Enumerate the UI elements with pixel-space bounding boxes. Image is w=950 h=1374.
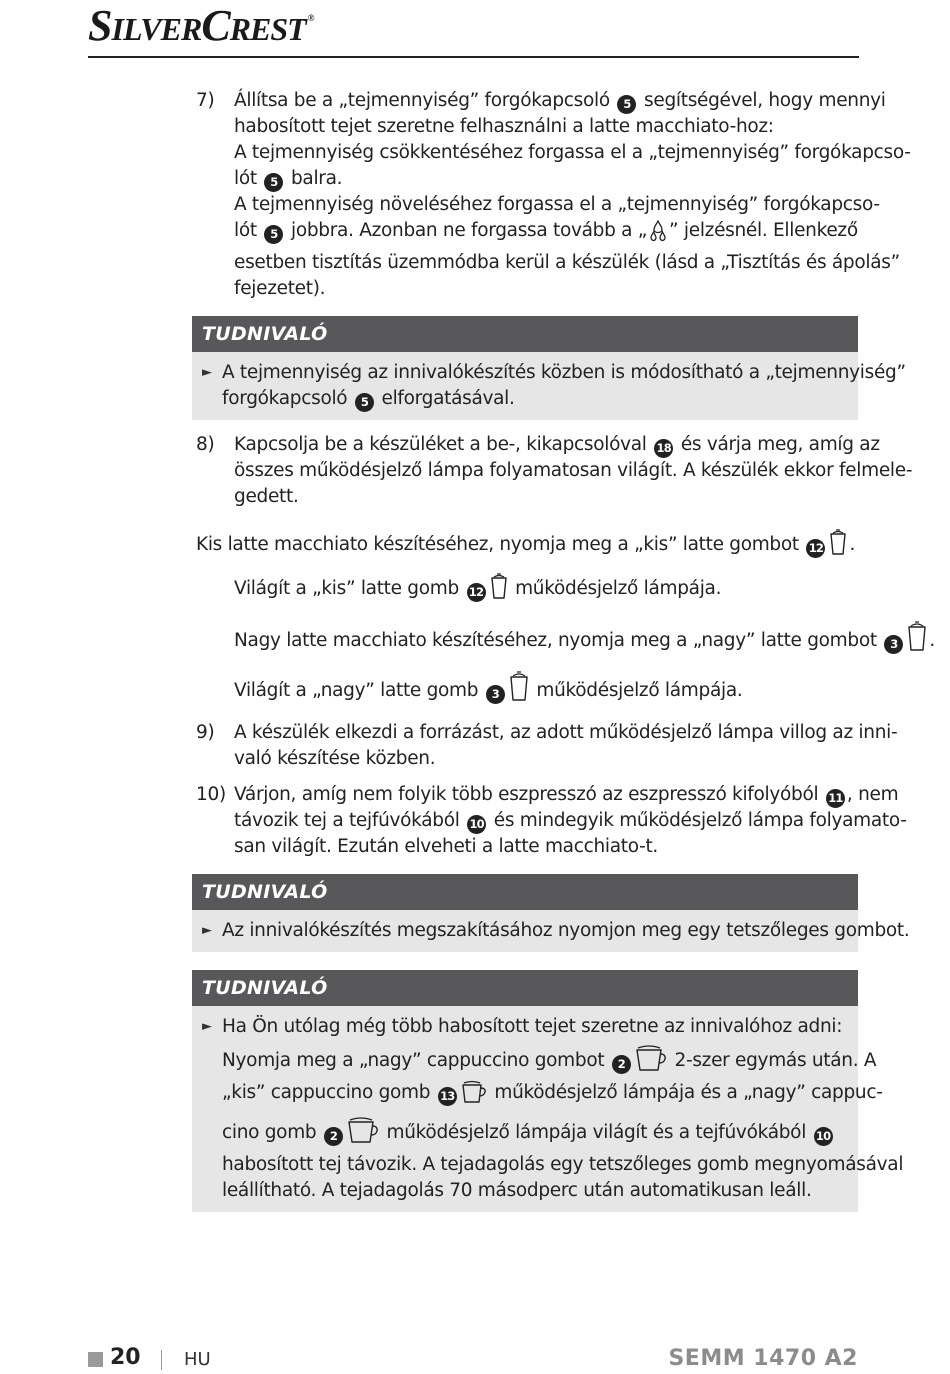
ref-marker: 3	[486, 685, 505, 704]
bullet-arrow-icon: ►	[202, 1019, 212, 1034]
ref-marker: 11	[826, 789, 845, 808]
note-heading: TUDNIVALÓ	[192, 970, 858, 1006]
note-box: TUDNIVALÓ ► Ha Ön utólag még több habosított tejet szeretne az innivalóhoz adni: Nyomja meg a „nagy” cappuccino gombot 2 2-szer egymás után. A „kis” cappuccino gomb 13 működésjelző lámpája és a „nagy” cappuc- cino gomb 2 működésjelző lámpája világít és a tejfúvókából 10 habosított tej távozik. A tejadagolás egy tetszőleges gomb megnyomásával leállítható. A tejadagolás 70 másodperc után automatikusan leáll.	[192, 970, 858, 1212]
small-lamp-line: Világít a „kis” latte gomb 12 működésjelző lámpája.	[196, 572, 858, 608]
cappuccino-cup-icon	[635, 1044, 667, 1080]
ref-marker: 5	[617, 95, 636, 114]
footer-model: SEMM 1470 A2	[668, 1346, 858, 1371]
step-number: 8)	[196, 434, 215, 455]
page-content	[196, 88, 935, 1224]
step-7: 7) Állítsa be a „tejmennyiség” forgókapcsoló 5 segítségével, hogy mennyi habosított tejet szeretne felhasználni a latte macchiato-hoz: A tejmennyiség csökkentéséhez forgassa el a „tejmennyiség” forgókapcso- lót 5 balra. A tejmennyiség növeléséhez forgassa el a „tejmennyiség” forgókapcso- lót 5 jobbra. Azonban ne forgassa tovább a „ ” jelzésnél. Ellenkező esetben tisztítás üzemmódba kerül a készülék (lásd a „Tisztítás és ápolás” fejezetet).	[196, 88, 858, 302]
latte-glass-icon	[509, 670, 529, 710]
big-latte-instruction: Nagy latte macchiato készítéséhez, nyomja meg a „nagy” latte gombot 3 .	[196, 620, 858, 660]
ref-marker: 12	[806, 539, 825, 558]
note-heading: TUDNIVALÓ	[192, 316, 858, 352]
ref-marker: 5	[355, 393, 374, 412]
latte-glass-icon	[907, 620, 927, 660]
ref-marker: 13	[438, 1087, 457, 1106]
footer-square-icon	[88, 1352, 103, 1367]
ref-marker: 2	[612, 1055, 631, 1074]
ref-marker: 10	[814, 1127, 833, 1146]
header-rule	[88, 56, 859, 58]
ref-marker: 5	[264, 225, 283, 244]
ref-marker: 2	[324, 1127, 343, 1146]
step-8: 8) Kapcsolja be a készüléket a be-, kikapcsolóval 18 és várja meg, amíg az összes működésjelző lámpa folyamatosan világít. A készülék ekkor felmele- gedett.	[196, 432, 858, 510]
step-10: 10) Várjon, amíg nem folyik több eszpresszó az eszpresszó kifolyóból 11 , nem távozik tej a tejfúvókából 10 és mindegyik működésjelző lámpa folyamato- san világít. Ezután elveheti a latte macchiato-t.	[196, 782, 858, 860]
big-lamp-line: Világít a „nagy” latte gomb 3 működésjelző lámpája.	[196, 670, 858, 710]
bullet-arrow-icon: ►	[202, 365, 212, 380]
note-box: TUDNIVALÓ ► Az innivalókészítés megszakításához nyomjon meg egy tetszőleges gombot.	[192, 874, 858, 952]
cappuccino-cup-icon	[347, 1116, 379, 1152]
latte-glass-icon	[490, 572, 508, 608]
step-number: 10)	[196, 784, 226, 805]
milk-drops-icon	[649, 220, 667, 250]
bullet-arrow-icon: ►	[202, 923, 212, 938]
page-number: 20	[110, 1345, 141, 1370]
note-heading: TUDNIVALÓ	[192, 874, 858, 910]
ref-marker: 3	[884, 635, 903, 654]
step-9: 9) A készülék elkezdi a forrázást, az adott működésjelző lámpa villog az inni- való készítése közben.	[196, 720, 858, 772]
latte-glass-icon	[829, 528, 847, 564]
ref-marker: 5	[264, 173, 283, 192]
brand-logo: SILVERCREST ®	[88, 1, 314, 50]
ref-marker: 10	[467, 815, 486, 834]
step-number: 9)	[196, 722, 215, 743]
note-box: TUDNIVALÓ ► A tejmennyiség az innivalókészítés közben is módosítható a „tejmennyiség” forgókapcsoló 5 elforgatásával.	[192, 316, 858, 420]
footer-divider	[161, 1350, 162, 1370]
footer-language: HU	[184, 1349, 211, 1370]
small-latte-instruction: Kis latte macchiato készítéséhez, nyomja meg a „kis” latte gombot 12 .	[196, 528, 858, 564]
ref-marker: 18	[654, 439, 673, 458]
step-number: 7)	[196, 90, 215, 111]
cappuccino-cup-icon	[461, 1080, 487, 1112]
ref-marker: 12	[467, 583, 486, 602]
